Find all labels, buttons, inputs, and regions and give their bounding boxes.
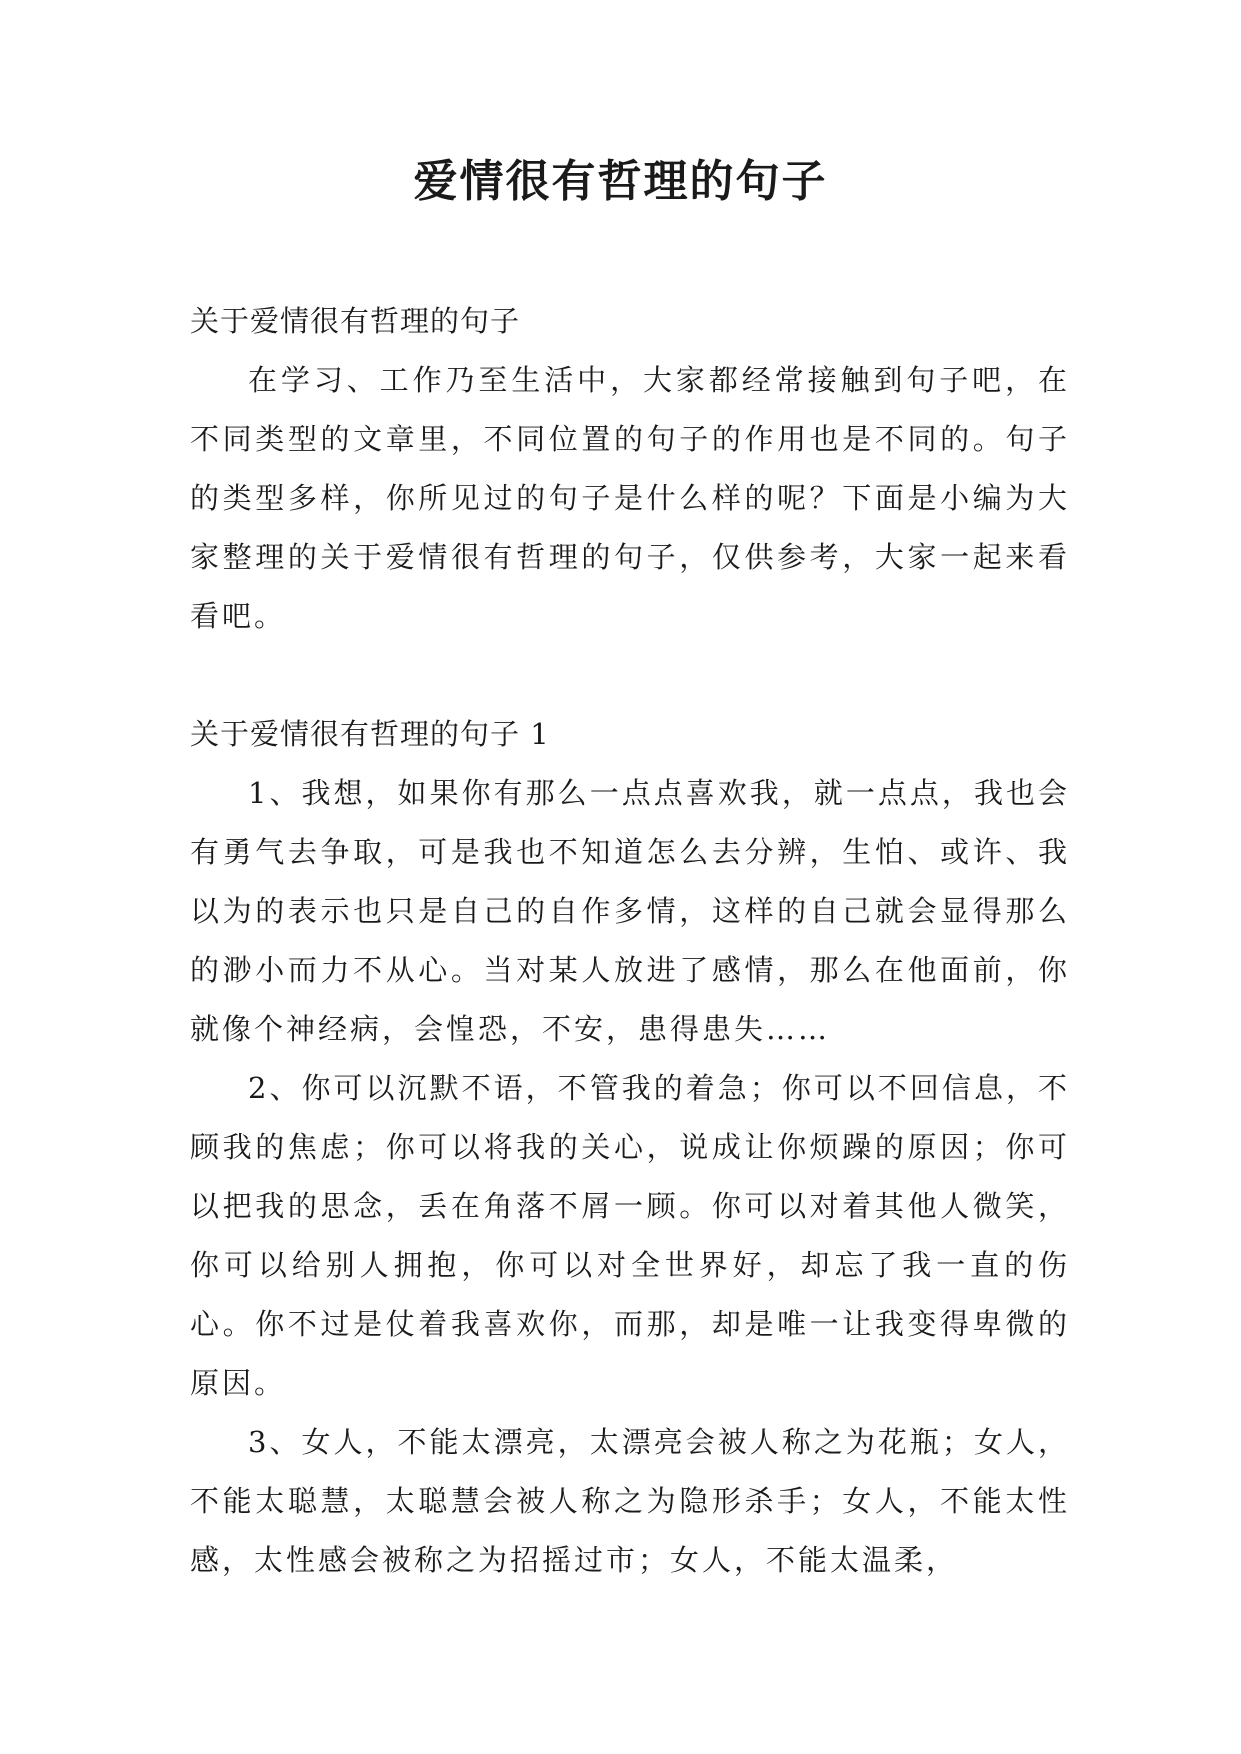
list-item: 1、我想，如果你有那么一点点喜欢我，就一点点，我也会有勇气去争取，可是我也不知道怎么去分辨，生怕、或许、我以为的表示也只是自己的自作多情，这样的自己就会显得那么的渺小而力不从心。当对某人放进了感情，那么在他面前，你就像个神经病，会惶恐，不安，患得患失……: [190, 776, 1070, 1046]
intro-heading: 关于爱情很有哲理的句子: [190, 304, 521, 338]
section-spacer: [190, 646, 1070, 705]
intro-paragraph: 在学习、工作乃至生活中，大家都经常接触到句子吧，在不同类型的文章里，不同位置的句子的作用也是不同的。句子的类型多样，你所见过的句子是什么样的呢？下面是小编为大家整理的关于爱情很有哲理的句子，仅供参考，大家一起来看看吧。: [190, 363, 1070, 633]
document-title: 爱情很有哲理的句子: [413, 156, 828, 207]
document-body: [190, 292, 1070, 1590]
list-item: 2、你可以沉默不语，不管我的着急；你可以不回信息，不顾我的焦虑；你可以将我的关心，说成让你烦躁的原因；你可以把我的思念，丢在角落不屑一顾。你可以对着其他人微笑，你可以给别人拥抱，你可以对全世界好，却忘了我一直的伤心。你不过是仗着我喜欢你，而那，却是唯一让我变得卑微的原因。: [190, 1071, 1070, 1400]
list-item: 3、女人，不能太漂亮，太漂亮会被人称之为花瓶；女人，不能太聪慧，太聪慧会被人称之为隐形杀手；女人，不能太性感，太性感会被称之为招摇过市；女人，不能太温柔，: [190, 1425, 1070, 1577]
section-heading: 关于爱情很有哲理的句子 1: [190, 717, 550, 751]
